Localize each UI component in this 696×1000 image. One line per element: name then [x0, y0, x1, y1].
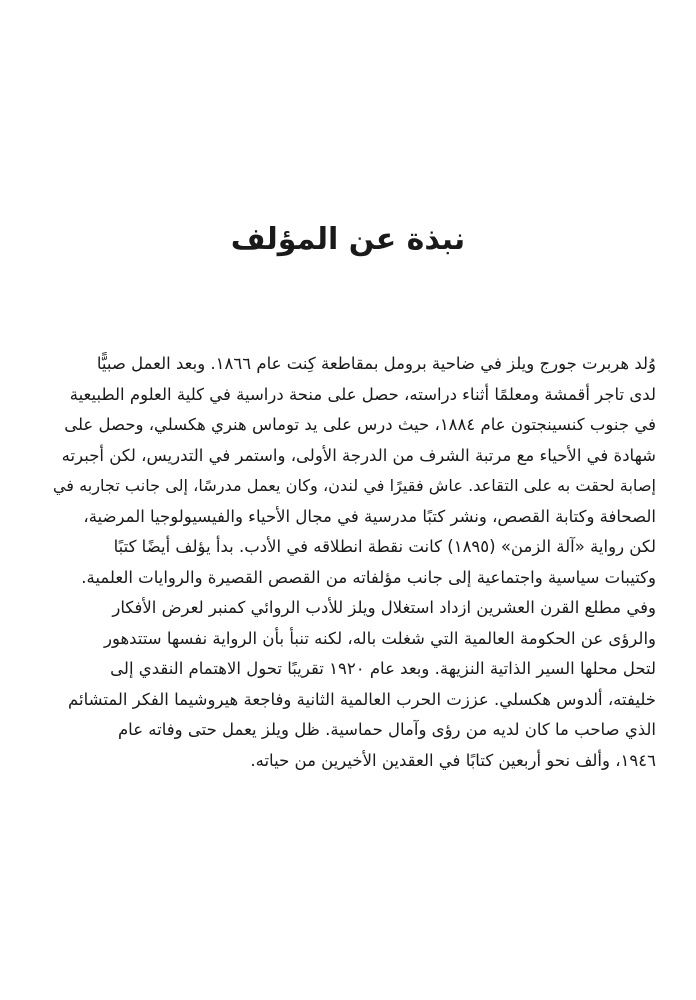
- paragraph-line: لتحل محلها السير الذاتية النزيهة. وبعد عام ١٩٢٠ تقريبًا تحول الاهتمام النقدي إلى: [110, 659, 656, 678]
- paragraph-line: ١٩٤٦، وألف نحو أربعين كتابًا في العقدين الأخيرين من حياته.: [250, 750, 656, 770]
- paragraph-line: في جنوب كنسينجتون عام ١٨٨٤، حيث درس على يد توماس هنري هكسلي، وحصل على: [64, 415, 656, 434]
- paragraph-line: شهادة في الأحياء مع مرتبة الشرف من الدرجة الأولى، واستمر في التدريس، لكن أجبرته: [61, 445, 656, 465]
- paragraph-line: الذي صاحب ما كان لديه من رؤى وآمال حماسية. ظل ويلز يعمل حتى وفاته عام: [117, 720, 656, 739]
- paragraph-line: وُلد هربرت جورج ويلز في ضاحية برومل بمقاطعة كِنت عام ١٨٦٦. وبعد العمل صبيًّا: [96, 354, 656, 373]
- paragraph-line: لكن رواية «آلة الزمن» (١٨٩٥) كانت نقطة انطلاقه في الأدب. بدأ يؤلف أيضًا كتبًا: [113, 537, 656, 556]
- author-biography-paragraph: [40, 349, 656, 776]
- paragraph-line: والرؤى عن الحكومة العالمية التي شغلت باله، لكنه تنبأ بأن الرواية نفسها ستتدهور: [103, 628, 656, 648]
- paragraph-line: إصابة لحقت به على التقاعد. عاش فقيرًا في لندن، وكان يعمل مدرسًا، إلى جانب تجاربه في: [52, 476, 656, 495]
- paragraph-line: الصحافة وكتابة القصص، ونشر كتبًا مدرسية في مجال الأحياء والفيسيولوجيا المرضية،: [83, 506, 656, 526]
- paragraph-line: وكتيبات سياسية واجتماعية إلى جانب مؤلفاته من القصص القصيرة والروايات العلمية.: [81, 567, 656, 587]
- paragraph-line: لدى تاجر أقمشة ومعلمًا أثناء دراسته، حصل على منحة دراسية في كلية العلوم الطبيعية: [69, 384, 656, 404]
- page-title: نبذة عن المؤلف: [230, 222, 466, 257]
- paragraph-line: خليفته، ألدوس هكسلي. عززت الحرب العالمية الثانية وفاجعة هيروشيما الفكر المتشائم: [68, 689, 656, 709]
- paragraph-line: وفي مطلع القرن العشرين ازداد استغلال ويلز للأدب الروائي كمنبر لعرض الأفكار: [112, 598, 656, 617]
